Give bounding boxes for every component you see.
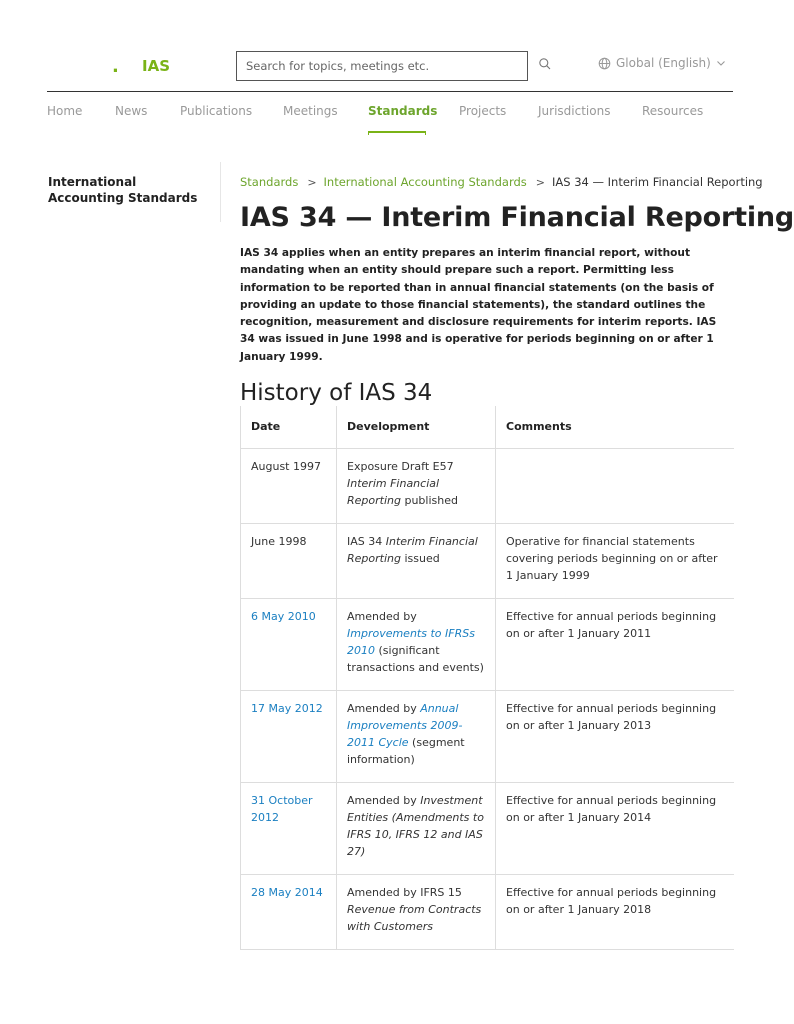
logo-dot[interactable]: . [112, 56, 119, 77]
header-date: Date [241, 406, 337, 448]
table-row [241, 448, 734, 523]
date-link[interactable]: 17 May 2012 [251, 701, 323, 715]
publication-title: Investment Entities (Amendments to IFRS 10, IFRS 12 and IAS 27) [347, 793, 484, 858]
publication-title: Interim Financial Reporting [347, 476, 440, 507]
row-date [241, 598, 337, 690]
nav-item-home[interactable]: Home [47, 104, 83, 118]
publication-title: Interim Financial Reporting [347, 534, 478, 565]
publication-link[interactable]: Improvements to IFRSs 2010 [347, 626, 475, 657]
history-heading: History of IAS 34 [240, 380, 433, 407]
breadcrumb-standards[interactable]: Standards [240, 175, 299, 189]
row-comments: Effective for annual periods beginning on or after 1 January 2013 [496, 690, 734, 782]
row-comments: Effective for annual periods beginning on or after 1 January 2018 [496, 874, 734, 949]
breadcrumb [240, 172, 763, 192]
date-link[interactable]: 28 May 2014 [251, 885, 323, 899]
search-icon[interactable] [538, 57, 552, 71]
row-date [241, 690, 337, 782]
site-header [0, 0, 768, 92]
row-comments: Effective for annual periods beginning on or after 1 January 2011 [496, 598, 734, 690]
row-development: IAS 34 Interim Financial Reporting issued [337, 523, 496, 598]
row-comments [496, 448, 734, 523]
nav-item-projects[interactable]: Projects [459, 104, 507, 118]
header-divider [47, 91, 733, 92]
breadcrumb-current: IAS 34 — Interim Financial Reporting [551, 175, 763, 189]
nav-item-news[interactable]: News [115, 104, 148, 118]
chevron-right-icon: > [307, 175, 317, 189]
publication-title: Revenue from Contracts with Customers [347, 902, 482, 933]
row-development: Amended by IFRS 15 Revenue from Contracts with Customers [337, 874, 496, 949]
row-comments: Effective for annual periods beginning on or after 1 January 2014 [496, 782, 734, 874]
globe-icon [598, 57, 611, 70]
table-row [241, 874, 734, 949]
breadcrumb-ias[interactable]: International Accounting Standards [323, 175, 527, 189]
date-link[interactable]: 6 May 2010 [251, 609, 316, 623]
row-date: August 1997 [241, 448, 337, 523]
date-link[interactable]: 31 October 2012 [251, 793, 313, 824]
language-selector[interactable] [598, 56, 726, 70]
header-development: Development [337, 406, 496, 448]
nav-item-jurisdictions[interactable]: Jurisdictions [538, 104, 611, 118]
row-comments: Operative for financial statements covering periods beginning on or after 1 January 1999 [496, 523, 734, 598]
main-nav [47, 104, 733, 124]
language-label: Global (English) [616, 56, 711, 70]
active-nav-indicator [368, 131, 426, 135]
row-date [241, 782, 337, 874]
sidebar-title[interactable]: International Accounting Standards [48, 175, 198, 205]
chevron-down-icon [716, 58, 726, 68]
main-content [240, 172, 794, 407]
nav-item-standards[interactable]: Standards [368, 104, 438, 118]
search-input[interactable] [237, 52, 527, 80]
intro-paragraph: IAS 34 applies when an entity prepares an interim financial report, without mandating when an entity should prepare such a report. Permitting less information to be reported than in annual financial statements (on the basis of providing an update to those financial statements), the standard outlines the recognition, measurement and disclosure requirements for interim reports. IAS 34 was issued in June 1998 and is operative for periods beginning on or after 1 January 1999. [240, 247, 717, 363]
table-row [241, 690, 734, 782]
header-comments: Comments [496, 406, 734, 448]
history-table [240, 406, 734, 950]
row-date: June 1998 [241, 523, 337, 598]
publication-link[interactable]: Annual Improvements 2009-2011 Cycle [347, 701, 463, 749]
table-row [241, 598, 734, 690]
nav-item-resources[interactable]: Resources [642, 104, 704, 118]
search-box[interactable] [236, 51, 528, 81]
page-title: IAS 34 — Interim Financial Reporting [240, 202, 794, 233]
row-development: Amended by Annual Improvements 2009-2011 Cycle (segment information) [337, 690, 496, 782]
nav-item-publications[interactable]: Publications [180, 104, 253, 118]
chevron-right-icon: > [535, 175, 545, 189]
row-date [241, 874, 337, 949]
row-development: Amended by Investment Entities (Amendments to IFRS 10, IFRS 12 and IAS 27) [337, 782, 496, 874]
nav-item-meetings[interactable]: Meetings [283, 104, 338, 118]
sidebar-divider [220, 162, 221, 222]
table-row [241, 782, 734, 874]
table-row [241, 523, 734, 598]
logo[interactable]: IAS [142, 57, 170, 75]
table-header-row [241, 406, 734, 448]
row-development: Exposure Draft E57 Interim Financial Reporting published [337, 448, 496, 523]
row-development: Amended by Improvements to IFRSs 2010 (significant transactions and events) [337, 598, 496, 690]
